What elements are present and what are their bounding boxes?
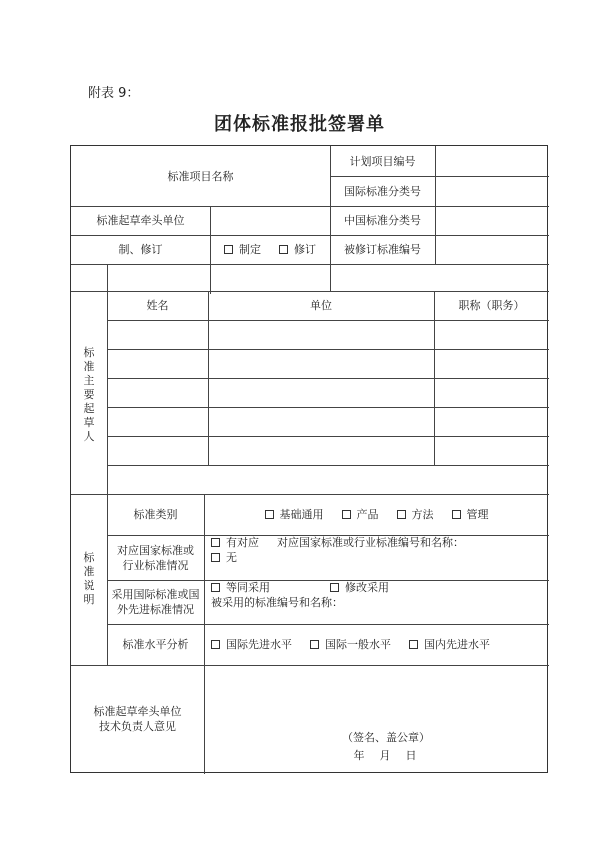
intl-option-identical[interactable]: 等同采用 — [211, 580, 270, 595]
checkbox-icon — [409, 640, 418, 649]
checkbox-icon — [211, 583, 220, 592]
level-option-domestic-advanced[interactable]: 国内先进水平 — [409, 637, 490, 652]
revision-label: 制、修订 — [118, 243, 163, 256]
grid-line — [107, 465, 549, 466]
project-name-label: 标准项目名称 — [167, 169, 234, 183]
grid-line — [107, 378, 549, 379]
level-options — [211, 624, 546, 665]
checkbox-icon — [342, 510, 351, 519]
checkbox-icon — [279, 245, 288, 254]
grid-line — [435, 146, 436, 264]
checkbox-icon — [265, 510, 274, 519]
national-option-yes[interactable]: 有对应 — [211, 535, 259, 550]
category-option-management[interactable]: 管理 — [452, 507, 489, 522]
grid-line — [107, 349, 549, 350]
grid-line — [71, 264, 549, 265]
checkbox-icon — [211, 538, 220, 547]
cn-class-label: 中国标准分类号 — [344, 214, 421, 227]
drafters-section-label: 标准主要起草人 — [83, 346, 95, 443]
col-title-header: 职称（职务） — [458, 299, 525, 312]
checkbox-icon — [211, 553, 220, 562]
national-note: 对应国家标准或行业标准编号和名称： — [277, 536, 464, 549]
col-name-header: 姓名 — [146, 299, 169, 312]
drafting-unit-label: 标准起草牵头单位 — [96, 214, 185, 227]
intl-label: 采用国际标准或国 外先进标准情况 — [111, 588, 200, 616]
category-option-basic[interactable]: 基础通用 — [265, 507, 324, 522]
checkbox-icon — [224, 245, 233, 254]
checkbox-icon — [310, 640, 319, 649]
revision-option-new[interactable]: 制定 — [224, 242, 261, 257]
opinion-label: 标准起草牵头单位 技术负责人意见 — [93, 705, 182, 733]
category-label: 标准类别 — [133, 508, 178, 521]
level-option-intl-general[interactable]: 国际一般水平 — [310, 637, 391, 652]
level-option-intl-advanced[interactable]: 国际先进水平 — [211, 637, 292, 652]
checkbox-icon — [452, 510, 461, 519]
form-title: 团体标准报批签署单 — [214, 114, 385, 135]
explain-section-label: 标准说明 — [83, 551, 95, 606]
revision-option-revise[interactable]: 修订 — [279, 242, 316, 257]
signature-note: （签名、盖公章） — [342, 730, 430, 744]
grid-line — [107, 407, 549, 408]
national-options — [211, 535, 546, 580]
level-label: 标准水平分析 — [122, 638, 189, 651]
intl-option-modified[interactable]: 修改采用 — [330, 580, 389, 595]
category-option-method[interactable]: 方法 — [397, 507, 434, 522]
intl-note: 被采用的标准编号和名称： — [211, 596, 343, 609]
col-unit-header: 单位 — [310, 299, 332, 312]
revision-options — [210, 235, 330, 264]
intl-options — [211, 580, 546, 624]
grid-line — [107, 320, 549, 321]
approval-form-table — [70, 145, 548, 773]
checkbox-icon — [211, 640, 220, 649]
grid-line — [107, 436, 549, 437]
date-line: 年 月 日 — [353, 748, 419, 762]
national-label: 对应国家标准或 行业标准情况 — [117, 543, 194, 572]
category-option-product[interactable]: 产品 — [342, 507, 379, 522]
checkbox-icon — [397, 510, 406, 519]
plan-no-label: 计划项目编号 — [349, 154, 416, 168]
grid-line — [204, 665, 205, 774]
revised-no-label: 被修订标准编号 — [344, 243, 421, 256]
national-option-no[interactable]: 无 — [211, 550, 237, 565]
checkbox-icon — [330, 583, 339, 592]
annex-label: 附表 9： — [88, 86, 140, 101]
intl-class-label: 国际标准分类号 — [344, 184, 421, 198]
category-options — [204, 494, 549, 535]
